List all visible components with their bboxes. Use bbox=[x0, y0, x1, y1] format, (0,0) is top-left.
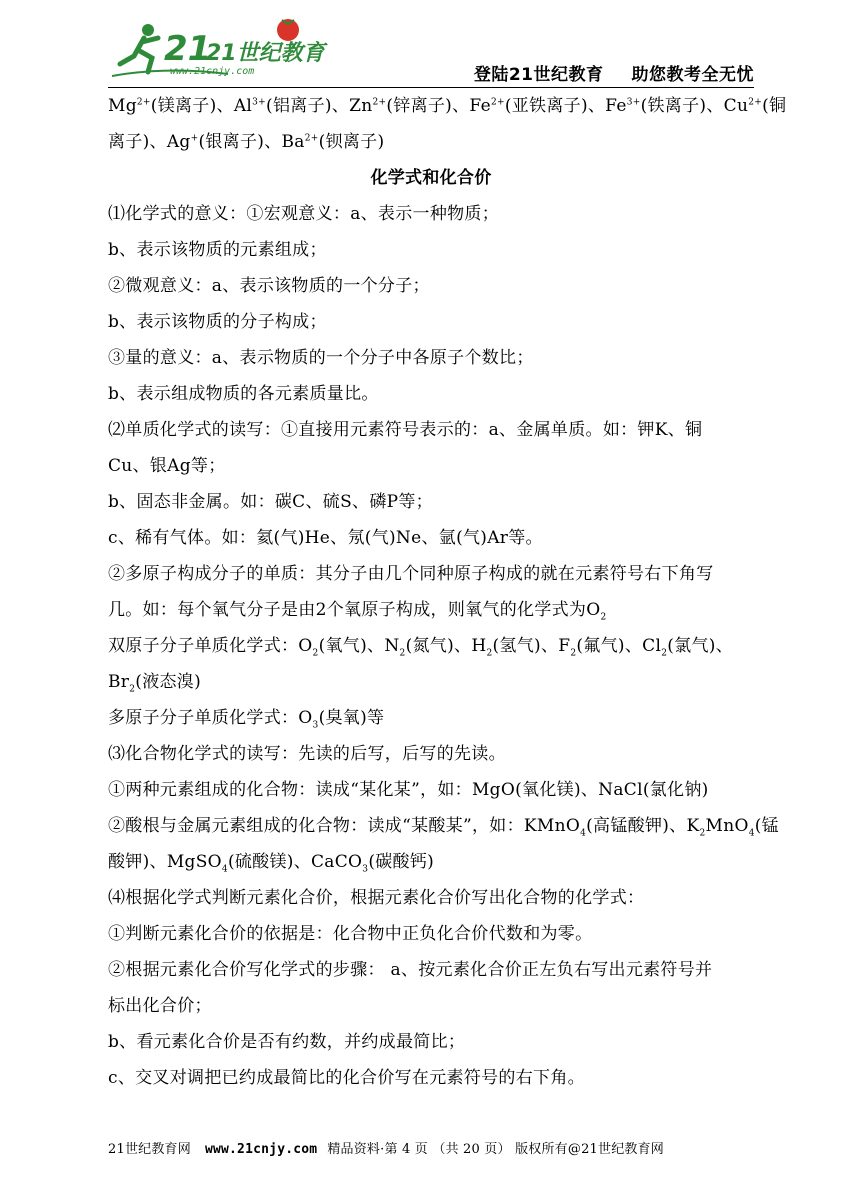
paragraph-line: b、表示该物质的分子构成； bbox=[108, 312, 327, 332]
paragraph-line: ③量的意义：a、表示物质的一个分子中各原子个数比； bbox=[108, 348, 534, 368]
logo-url: www.21cnjy.com bbox=[170, 66, 255, 77]
paragraph-line: Cu、银Ag等； bbox=[108, 456, 226, 476]
footer-left: 21世纪教育网 bbox=[108, 1142, 191, 1157]
ions-line-2: 离子)、Ag+(银离子)、$Ba^{2+}$(钡离子) bbox=[108, 132, 385, 152]
paragraph-line: b、固态非金属。如：碳C、硫S、磷P等； bbox=[108, 492, 433, 512]
paragraph-line: c、交叉对调把已约成最简比的化合价写在元素符号的右下角。 bbox=[108, 1068, 585, 1088]
paragraph-line: ①判断元素化合价的依据是：化合物中正负化合价代数和为零。 bbox=[108, 924, 593, 944]
page-header bbox=[108, 8, 754, 84]
paragraph-line: b、表示组成物质的各元素质量比。 bbox=[108, 384, 379, 404]
paragraph-line: ⑵单质化学式的读写：①直接用元素符号表示的：a、金属单质。如：钾K、铜 bbox=[108, 420, 703, 440]
logo-text: 21世纪教育 bbox=[206, 41, 325, 66]
paragraph-line: $Br_2$(液态溴) bbox=[108, 672, 202, 695]
document-body bbox=[108, 88, 787, 1096]
footer-right: 精品资料·第 4 页 （共 20 页） 版权所有@21世纪教育网 bbox=[327, 1142, 665, 1157]
site-logo[interactable] bbox=[108, 8, 325, 84]
slogan-left: 登陆21世纪教育 bbox=[473, 65, 604, 85]
logo-graphic bbox=[108, 8, 325, 84]
paragraph-line: ②酸根与金属元素组成的化合物：读成“某酸某”，如：KMnO$_4$(高锰酸钾)、$K_2MnO_4$(锰 bbox=[108, 816, 779, 839]
paragraph-line: 酸钾)、MgSO$_4$(硫酸镁)、CaCO$_3$(碳酸钙) bbox=[108, 852, 435, 875]
paragraph-line: 几。如：每个氧气分子是由2个氧原子构成，则氧气的化学式为$O_2$ bbox=[108, 600, 607, 623]
paragraph-line: ②根据元素化合价写化学式的步骤： a、按元素化合价正左负右写出元素符号并 bbox=[108, 960, 713, 980]
slogan-right: 助您教考全无忧 bbox=[631, 65, 754, 85]
paragraph-line: ⑷根据化学式判断元素化合价，根据元素化合价写出化合物的化学式： bbox=[108, 888, 645, 908]
paragraph-line: ②微观意义：a、表示该物质的一个分子； bbox=[108, 276, 430, 296]
footer-site-link[interactable]: www.21cnjy.com bbox=[204, 1142, 318, 1157]
paragraph-line: ⑴化学式的意义：①宏观意义：a、表示一种物质； bbox=[108, 204, 500, 224]
paragraph-line: 多原子分子单质化学式：$O_3$(臭氧)等 bbox=[108, 708, 385, 731]
paragraph-line: b、表示该物质的元素组成； bbox=[108, 240, 327, 260]
paragraph-line: ①两种元素组成的化合物：读成“某化某”，如：MgO(氧化镁)、NaCl(氯化钠) bbox=[108, 780, 709, 800]
paragraph-line: c、稀有气体。如：氦(气)He、氖(气)Ne、氩(气)Ar等。 bbox=[108, 528, 543, 548]
paragraph-line: 标出化合价； bbox=[108, 996, 212, 1016]
paragraph-line: b、看元素化合价是否有约数，并约成最简比； bbox=[108, 1032, 466, 1052]
ions-line-1: $Mg^{2+}$(镁离子)、$Al^{3+}$(铝离子)、$Zn^{2+}$(锌离子)、$Fe^{2+}$(亚铁离子)、$Fe^{3+}$(铁离子)、$Cu^{2+}$(铜 bbox=[108, 96, 787, 116]
svg-text:21: 21 bbox=[164, 29, 212, 69]
page-footer bbox=[108, 1138, 754, 1157]
header-slogan bbox=[474, 60, 754, 85]
paragraph-line: ②多原子构成分子的单质：其分子由几个同种原子构成的就在元素符号右下角写 bbox=[108, 564, 714, 584]
paragraph-line: 双原子分子单质化学式：$O_2$(氧气)、$N_2$(氮气)、$H_2$(氢气)、$F_2$(氟气)、$Cl_2$(氯气)、 bbox=[108, 636, 733, 659]
section-title: 化学式和化合价 bbox=[370, 168, 492, 188]
paragraph-line: ⑶化合物化学式的读写：先读的后写，后写的先读。 bbox=[108, 744, 506, 764]
